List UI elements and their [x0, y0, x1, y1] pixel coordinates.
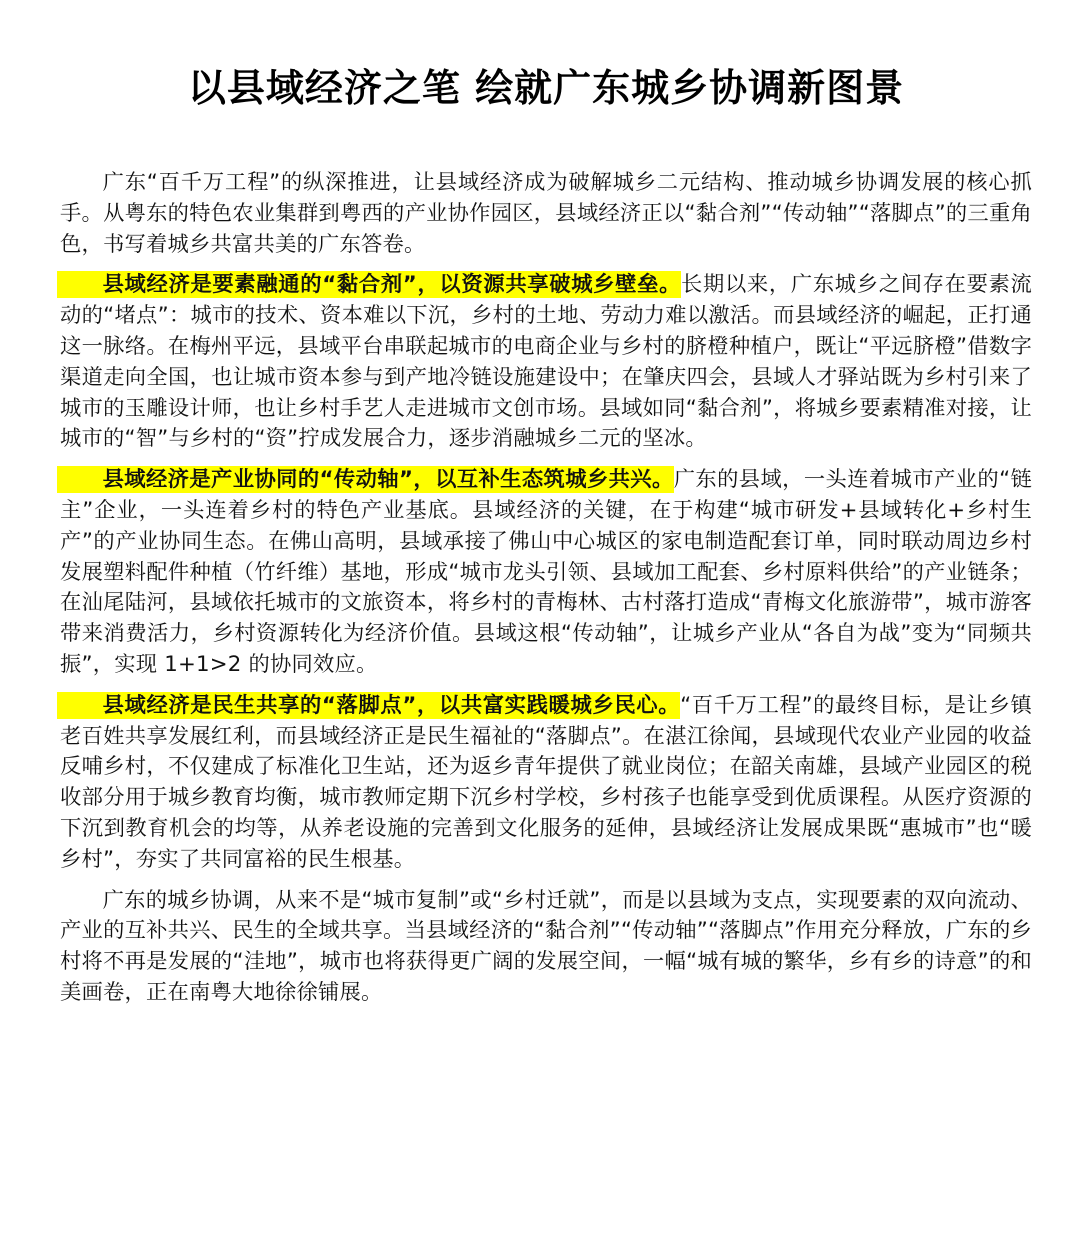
article-title: 以县域经济之笔 绘就广东城乡协调新图景 [187, 66, 905, 110]
highlighted-heading: 县域经济是产业协同的“传动轴”，以互补生态筑城乡共兴。 [102, 467, 674, 493]
paragraph-text: 长期以来，广东城乡之间存在要素流动的“堵点”：城市的技术、资本难以下沉，乡村的土地、劳动力难以激活。而县域经济的崛起，正打通这一脉络。在梅州平远，县域平台串联起城市的电商企业与乡村的脐橙种植户，既让“平远脐橙”借数字渠道走向全国，也让城市资本参与到产地冷链设施建设中；在肇庆四会，县域人才驿站既为乡村引来了城市的玉雕设计师，也让乡村手艺人走进城市文创市场。县域如同“黏合剂”，将城乡要素精准对接，让城市的“智”与乡村的“资”拧成发展合力，逐步消融城乡二元的坚冰。 [60, 272, 1032, 452]
paragraph-text: “百千万工程”的最终目标，是让乡镇老百姓共享发展红利，而县域经济正是民生福祉的“落脚点”。在湛江徐闻，县域现代农业产业园的收益反哺乡村，不仅建成了标准化卫生站，还为返乡青年提供了就业岗位；在韶关南雄，县域产业园区的税收部分用于城乡教育均衡，城市教师定期下沉乡村学校，乡村孩子也能享受到优质课程。从医疗资源的下沉到教育机会的均等，从养老设施的完善到文化服务的延伸，县域经济让发展成果既“惠城市”也“暖乡村”，夯实了共同富裕的民生根基。 [60, 692, 1033, 872]
paragraph-glue [60, 270, 1032, 455]
highlighted-heading: 县域经济是民生共享的“落脚点”，以共富实践暖城乡民心。 [102, 692, 681, 718]
paragraph-text: 广东的城乡协调，从来不是“城市复制”或“乡村迁就”，而是以县域为支点，实现要素的双向流动、产业的互补共兴、民生的全域共享。当县域经济的“黏合剂”“传动轴”“落脚点”作用充分释放，广东的乡村将不再是发展的“洼地”，城市也将获得更广阔的发展空间，一幅“城有城的繁华，乡有乡的诗意”的和美画卷，正在南粤大地徐徐铺展。 [60, 887, 1032, 1005]
paragraph-conclusion [60, 886, 1032, 1009]
paragraph-drive-shaft [60, 465, 1032, 681]
paragraph-text: 广东的县域，一头连着城市产业的“链主”企业，一头连着乡村的特色产业基底。县域经济的关键，在于构建“城市研发+县域转化+乡村生产”的产业协同生态。在佛山高明，县域承接了佛山中心城区的家电制造配套订单，同时联动周边乡村发展塑料配件种植（竹纤维）基地，形成“城市龙头引领、县域加工配套、乡村原料供给”的产业链条；在汕尾陆河，县域依托城市的文旅资本，将乡村的青梅林、古村落打造成“青梅文化旅游带”，城市游客带来消费活力，乡村资源转化为经济价值。县域这根“传动轴”，让城乡产业从“各自为战”变为“同频共振”，实现 1+1>2 的协同效应。 [60, 467, 1032, 677]
paragraph-foothold [60, 691, 1032, 876]
paragraph-text: 广东“百千万工程”的纵深推进，让县域经济成为破解城乡二元结构、推动城乡协调发展的核心抓手。从粤东的特色农业集群到粤西的产业协作园区，县域经济正以“黏合剂”“传动轴”“落脚点”的三重角色，书写着城乡共富共美的广东答卷。 [60, 170, 1032, 257]
article-body [60, 168, 1032, 1009]
highlighted-heading: 县域经济是要素融通的“黏合剂”，以资源共享破城乡壁垒。 [102, 272, 682, 298]
paragraph-intro [60, 168, 1032, 260]
